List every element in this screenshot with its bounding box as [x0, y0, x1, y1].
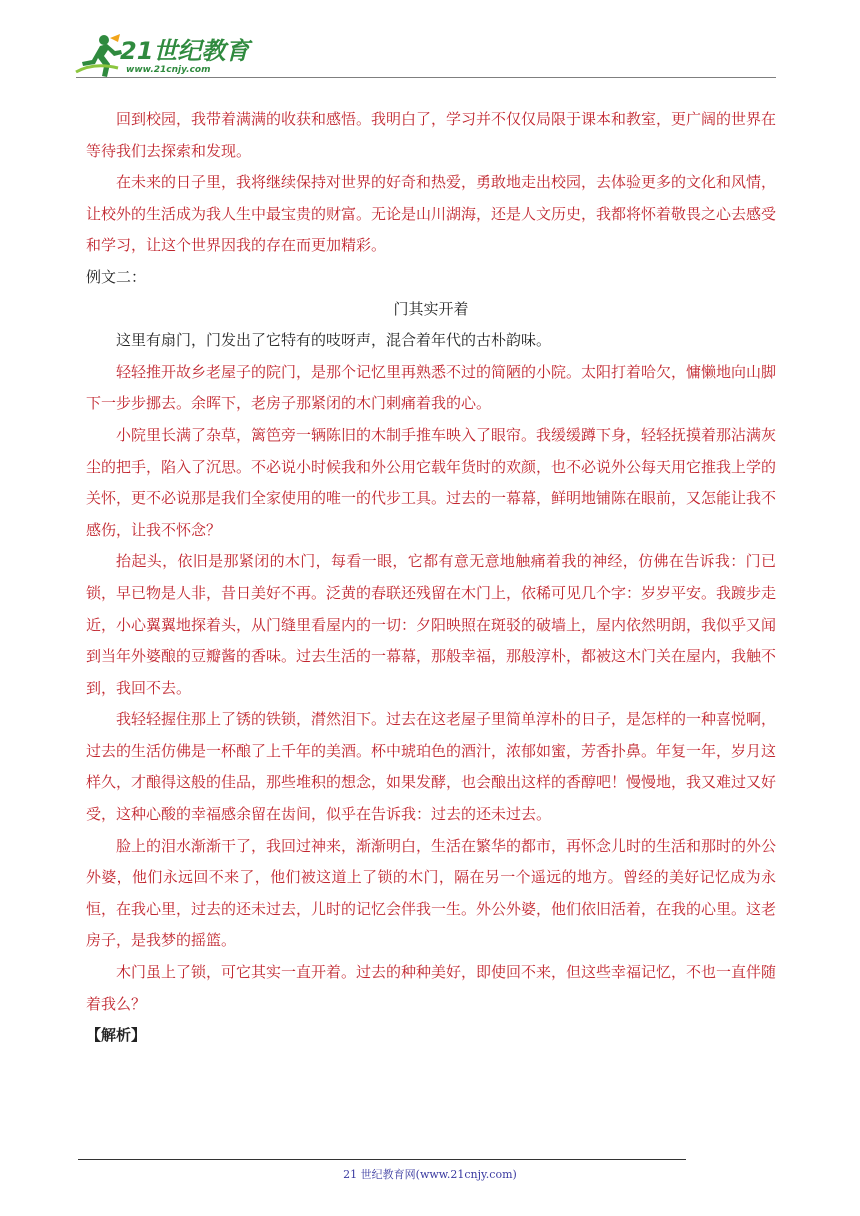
footer-text[interactable]: 21 世纪教育网(www.21cnjy.com): [343, 1168, 517, 1181]
footer-divider: [78, 1159, 686, 1160]
paragraph: 回到校园，我带着满满的收获和感悟。我明白了，学习并不仅仅局限于课本和教室，更广阔的世界在等待我们去探索和发现。: [86, 110, 777, 160]
essay-paragraph: 轻轻推开故乡老屋子的院门，是那个记忆里再熟悉不过的简陋的小院。太阳打着哈欠，慵懒地向山脚下一步步挪去。余晖下，老房子那紧闭的木门刺痛着我的心。: [86, 362, 777, 413]
runner-icon: [74, 32, 126, 80]
essay-paragraph: 抬起头，依旧是那紧闭的木门，每看一眼，它都有意无意地触痛着我的神经，仿佛在告诉我：门已锁，早已物是人非，昔日美好不再。泛黄的春联还残留在木门上，依稀可见几个字：岁岁平安。我踱步走近，小心翼翼地探着头，从门缝里看屋内的一切：夕阳映照在斑驳的破墙上，屋内依然明朗，我似乎又闻到当年外婆酿的豆瓣酱的香味。过去生活的一幕幕，那般幸福，那般淳朴，都被这木门关在屋内，我触不到，我回不去。: [86, 552, 777, 697]
essay-paragraph: 我轻轻握住那上了锈的铁锁，潸然泪下。过去在这老屋子里简单淳朴的日子，是怎样的一种喜悦啊，过去的生活仿佛是一杯酿了上千年的美酒。杯中琥珀色的酒汁，浓郁如蜜，芳香扑鼻。年复一年，岁月这样久，才酿得这般的佳品，那些堆积的想念，如果发酵，也会酿出这样的香醇吧！慢慢地，我又难过又好受，这种心酸的幸福感余留在齿间，似乎在告诉我：过去的还未过去。: [86, 710, 777, 824]
site-logo[interactable]: [74, 30, 250, 80]
example-label: 例文二：: [86, 267, 147, 286]
essay-paragraph: 这里有扇门，门发出了它特有的吱呀声，混合着年代的古朴韵味。: [116, 331, 552, 350]
header-divider: [76, 77, 776, 78]
analysis-label: 【解析】: [86, 1026, 147, 1045]
essay-paragraph: 脸上的泪水渐渐干了，我回过神来，渐渐明白，生活在繁华的都市，再怀念儿时的生活和那时的外公外婆，他们永远回不来了，他们被这道上了锁的木门，隔在另一个遥远的地方。曾经的美好记忆成为永恒，在我心里，过去的还未过去，儿时的记忆会伴我一生。外公外婆，他们依旧活着，在我的心里。这老房子，是我梦的摇篮。: [86, 836, 777, 950]
essay-paragraph: 木门虽上了锁，可它其实一直开着。过去的种种美好，即使回不来，但这些幸福记忆，不也一直伴随着我么？: [86, 963, 777, 1013]
page-header: [70, 24, 776, 80]
document-body: [86, 104, 776, 1052]
paragraph: 在未来的日子里，我将继续保持对世界的好奇和热爱，勇敢地走出校园，去体验更多的文化和风情，让校外的生活成为我人生中最宝贵的财富。无论是山川湖海，还是人文历史，我都将怀着敬畏之心去感受和学习，让这个世界因我的存在而更加精彩。: [86, 173, 777, 255]
essay-title: 门其实开着: [393, 299, 469, 318]
logo-url: www.21cnjy.com: [126, 65, 211, 75]
logo-text: 21世纪教育: [120, 37, 250, 65]
essay-paragraph: 小院里长满了杂草，篱笆旁一辆陈旧的木制手推车映入了眼帘。我缓缓蹲下身，轻轻抚摸着那沾满灰尘的把手，陷入了沉思。不必说小时候我和外公用它载年货时的欢颜，也不必说外公每天用它推我上学的关怀，更不必说那是我们全家使用的唯一的代步工具。过去的一幕幕，鲜明地铺陈在眼前，又怎能让我不感伤，让我不怀念？: [86, 425, 777, 539]
